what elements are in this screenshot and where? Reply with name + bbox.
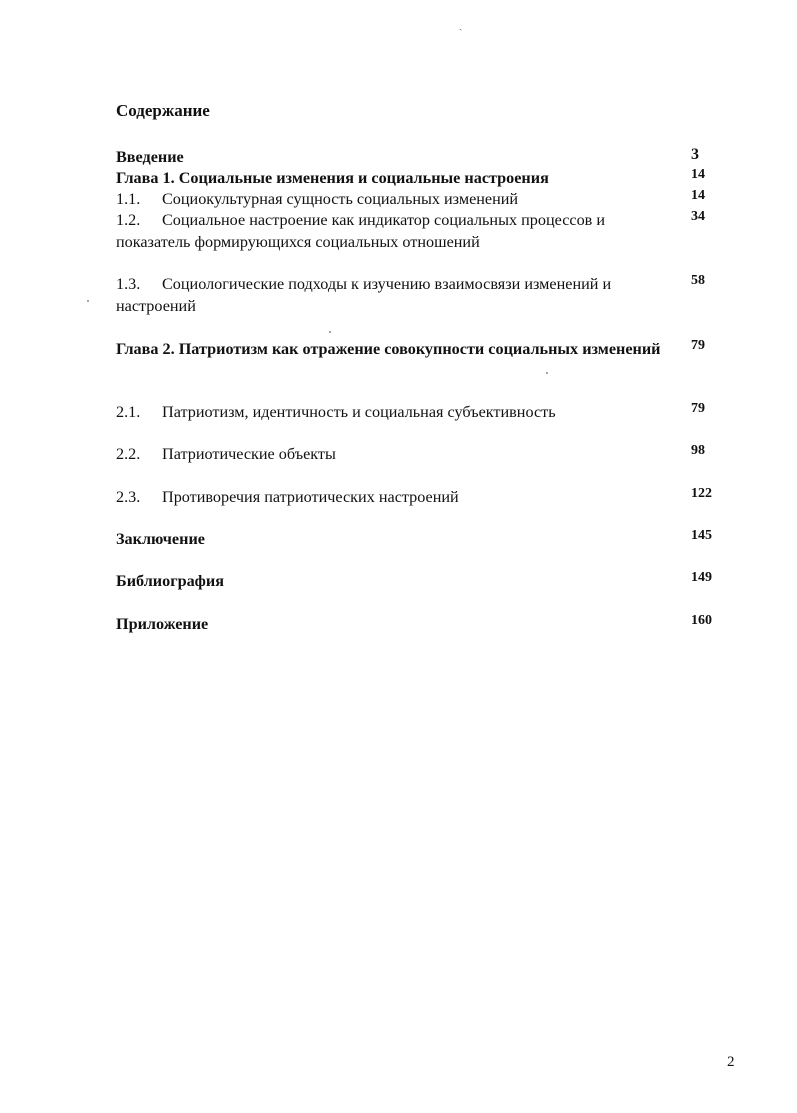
toc-entry-number: 2.1. — [116, 403, 141, 421]
toc-page-number: 3 — [691, 146, 699, 163]
toc-page-number: 58 — [691, 273, 705, 288]
toc-entry-text: Социокультурная сущность социальных изменений — [162, 190, 519, 208]
toc-entry-text: Библиография — [116, 572, 224, 590]
toc-page-number: 98 — [691, 443, 705, 458]
toc-page-number: 79 — [691, 401, 705, 416]
toc-entry-number: 1.3. — [116, 275, 141, 293]
toc-entry-bibliography — [116, 570, 678, 592]
toc-entry-1-3 — [116, 273, 678, 317]
toc-entry-number: 2.3. — [116, 488, 141, 506]
toc-entry-1-2 — [116, 209, 678, 253]
toc-page-number: 149 — [691, 570, 712, 585]
toc-entry-1-1 — [116, 188, 678, 210]
toc-entry-text: Заключение — [116, 530, 205, 548]
scan-speck — [87, 300, 89, 302]
toc-entry-number: 1.2. — [116, 211, 141, 229]
toc-entry-chapter-1 — [116, 167, 678, 189]
toc-entry-text: Социальное настроение как индикатор социальных процессов и показатель формирующихся социальных отношений — [116, 211, 606, 251]
toc-page-number: 79 — [691, 338, 705, 353]
toc-entry-text: Глава 1. Социальные изменения и социальные настроения — [116, 169, 549, 187]
toc-entry-introduction — [116, 146, 678, 168]
toc-entry-text: Социологические подходы к изучению взаимосвязи изменений и настроений — [116, 275, 612, 315]
toc-entry-text: Противоречия патриотических настроений — [162, 488, 459, 506]
toc-entry-2-2 — [116, 443, 678, 465]
toc-entry-text: Патриотические объекты — [162, 445, 336, 463]
toc-page-number: 122 — [691, 486, 712, 501]
scan-mark: ˏ — [459, 20, 463, 31]
toc-entry-text: Патриотизм, идентичность и социальная субъективность — [162, 403, 556, 421]
page-number: 2 — [727, 1054, 735, 1070]
scan-speck — [329, 331, 331, 333]
toc-entry-text: Глава 2. Патриотизм как отражение совокупности социальных изменений — [116, 340, 661, 358]
toc-page-number: 14 — [691, 167, 705, 182]
toc-entry-2-1 — [116, 401, 678, 423]
toc-entry-text: Приложение — [116, 615, 209, 633]
toc-entry-number: 2.2. — [116, 445, 141, 463]
toc-entry-number: 1.1. — [116, 190, 141, 208]
toc-page-number: 145 — [691, 528, 712, 543]
toc-entry-chapter-2 — [116, 338, 678, 360]
scan-speck — [546, 372, 548, 374]
toc-page-number: 14 — [691, 188, 705, 203]
toc-entry-conclusion — [116, 528, 678, 550]
toc-page-number: 34 — [691, 209, 705, 224]
toc-entry-text: Введение — [116, 148, 184, 166]
toc-entry-appendix — [116, 613, 678, 635]
toc-title: Содержание — [116, 101, 210, 120]
toc-page-number: 160 — [691, 613, 712, 628]
toc-entry-2-3 — [116, 486, 678, 508]
